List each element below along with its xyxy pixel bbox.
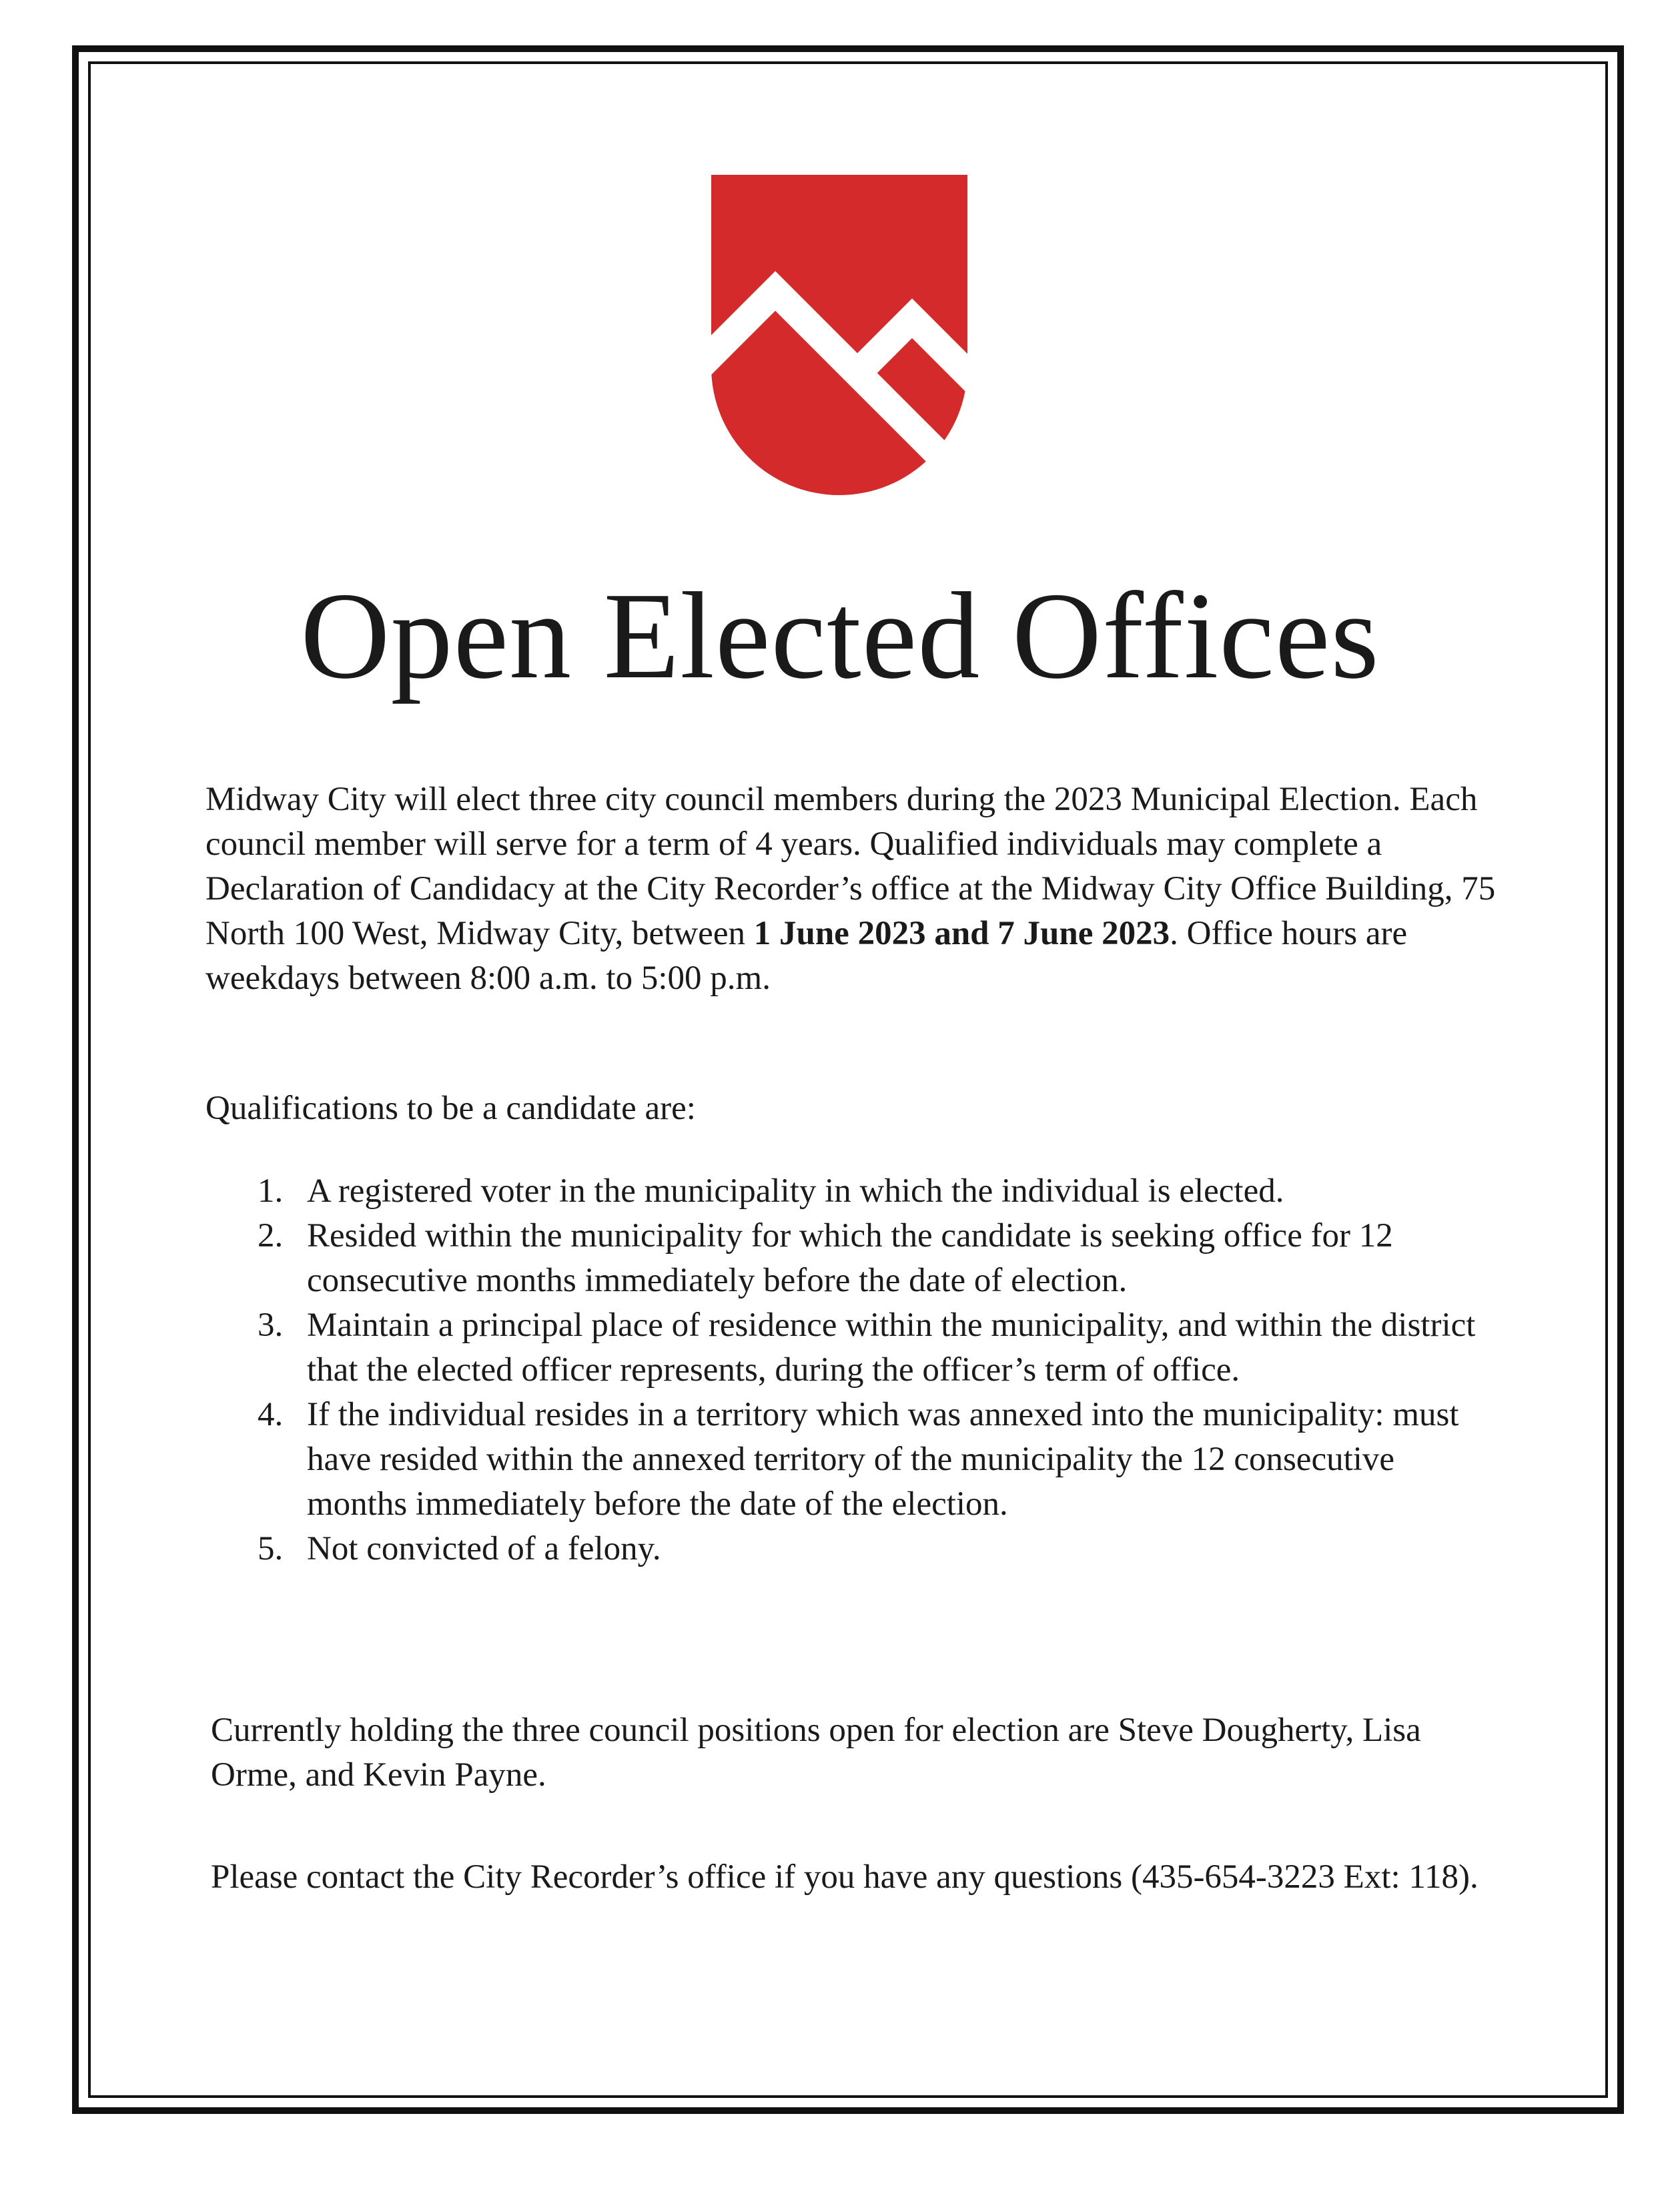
page-title: Open Elected Offices [300,567,1380,705]
list-item-text: A registered voter in the municipality in which the individual is elected. [307,1172,1284,1210]
intro-text: Midway City will elect three city council members during the 2023 Municipal Election. Each council member will serve for a term of 4 years. Qualified individuals may complete a Declaration of Candidacy at the City Recorder’s office at the Midway City Office Building, 75 North 100 West, Midway City, between [205,781,1496,952]
list-item-number: 3. [258,1307,284,1344]
list-item [205,1527,1500,1571]
list-item-text: Maintain a principal place of residence within the municipality, and within the district that the elected officer represents, during the officer’s term of office. [307,1307,1476,1389]
current-council-paragraph: Currently holding the three council positions open for election are Steve Dougherty, Lisa Orme, and Kevin Payne. [211,1712,1421,1794]
list-item-text: If the individual resides in a territory which was annexed into the municipality: must have resided within the annexed territory of the municipality the 12 consecutive months immediately before the date of the election. [307,1396,1459,1523]
office-hours-text: . Office hours are weekdays between 8:00 a.m. to 5:00 p.m. [205,915,1408,997]
list-item-text: Resided within the municipality for which the candidate is seeking office for 12 consecutive months immediately before the date of election. [307,1217,1393,1299]
list-item [205,1214,1500,1303]
list-item-number: 2. [258,1217,284,1254]
contact-paragraph: Please contact the City Recorder’s office if you have any questions (435-654-3223 Ext: 118). [211,1858,1479,1896]
list-item-number: 5. [258,1530,284,1567]
qualifications-list [205,1169,1500,1571]
qualifications-heading: Qualifications to be a candidate are: [205,1090,696,1127]
list-item-number: 4. [258,1396,284,1433]
list-item [205,1303,1500,1393]
list-item-number: 1. [258,1172,284,1210]
candidacy-dates: 1 June 2023 and 7 June 2023 [753,915,1170,952]
list-item [205,1393,1500,1527]
list-item [205,1169,1500,1214]
list-item-text: Not convicted of a felony. [307,1530,661,1567]
midway-city-shield-logo-icon [711,175,967,496]
intro-paragraph [205,777,1500,1001]
